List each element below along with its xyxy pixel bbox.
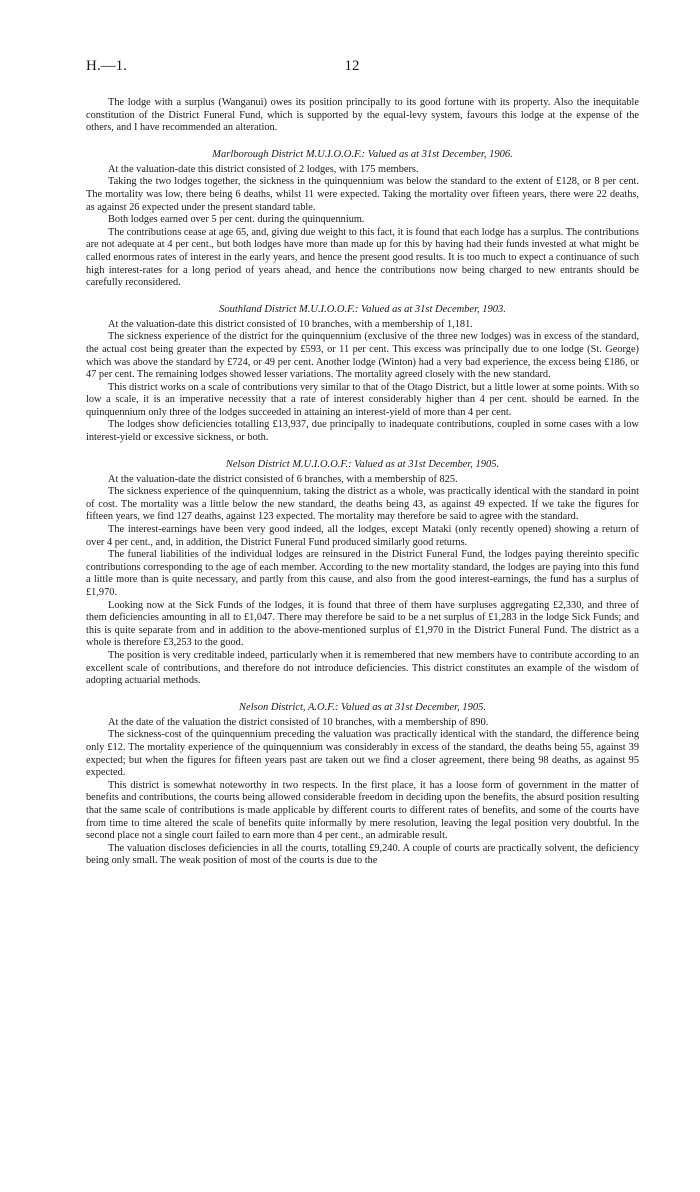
section-heading: Southland District M.U.I.O.O.F.: Valued as at 31st December, 1903. xyxy=(219,303,506,315)
section-heading: Nelson District, A.O.F.: Valued as at 31st December, 1905. xyxy=(239,701,486,713)
document-body xyxy=(86,97,639,868)
section-nelson-muioof xyxy=(86,458,639,688)
paragraph: The sickness-cost of the quinquennium preceding the valuation was practically identical with the standard, the difference being only £12. The mortality experience of the quinquennium was considerably in excess of the standard, the deaths being 55, against 39 expected; but when the figures for fifteen years past are taken out we find a closer agreement, there being 98 deaths, as against 95 expected. xyxy=(86,729,639,779)
section-nelson-aof xyxy=(86,701,639,868)
intro-paragraph: The lodge with a surplus (Wanganui) owes its position principally to its good fortune with its property. Also the inequitable constitution of the District Funeral Fund, which is supported by the equal-levy system, favours this lodge at the expense of the others, and I have recommended an alteration. xyxy=(86,97,639,134)
section-southland xyxy=(86,303,639,445)
paragraph: The valuation discloses deficiencies in all the courts, totalling £9,240. A couple of courts are practically solvent, the deficiency being only small. The weak position of most of the courts is due to the xyxy=(86,842,639,867)
page-header xyxy=(86,58,618,78)
paragraph: The lodges show deficiencies totalling £13,937, due principally to inadequate contributions, coupled in some cases with a low interest-yield or excessive sickness, or both. xyxy=(86,419,639,444)
paragraph: At the valuation-date this district consisted of 2 lodges, with 175 members. xyxy=(108,163,419,175)
section-heading: Marlborough District M.U.I.O.O.F.: Valued as at 31st December, 1906. xyxy=(212,148,513,160)
paragraph: Both lodges earned over 5 per cent. during the quinquennium. xyxy=(108,214,365,226)
paragraph: At the valuation-date this district consisted of 10 branches, with a membership of 1,181. xyxy=(108,318,473,330)
section-heading: Nelson District M.U.I.O.O.F.: Valued as at 31st December, 1905. xyxy=(225,458,500,470)
paragraph: At the date of the valuation the district consisted of 10 branches, with a membership of 890. xyxy=(108,716,489,728)
page-number: 12 xyxy=(344,58,360,74)
document-reference: H.—1. xyxy=(86,58,127,74)
section-marlborough xyxy=(86,148,639,290)
paragraph: The funeral liabilities of the individual lodges are reinsured in the District Funeral Fund, the lodges paying thereinto specific contributions corresponding to the age of each member. According to the new mortality standard, the lodges are paying into this fund a little more than is quite necessary, and partly from this cause, and also from the good interest-earnings, the fund has a surplus of £1,970. xyxy=(86,549,639,598)
paragraph: At the valuation-date the district consisted of 6 branches, with a membership of 825. xyxy=(108,473,458,485)
paragraph: The position is very creditable indeed, particularly when it is remembered that new members have to contribute according to an excellent scale of contributions, and therefore do not introduce deficiencies. This district constitutes an example of the wisdom of adopting actuarial methods. xyxy=(86,649,639,687)
paragraph: The sickness experience of the quinquennium, taking the district as a whole, was practically identical with the standard in point of cost. The mortality was a little below the new standard, the deaths being 43, as against 49 expected. If we take the figures for fifteen years, we find 127 deaths, against 123 expected. The mortality may therefore be said to agree with the standard. xyxy=(86,486,639,523)
paragraph: This district works on a scale of contributions very similar to that of the Otago District, but a little lower at some points. With so low a scale, it is an imperative necessity that a rate of interest considerably higher than 4 per cent. should be earned. In the quinquennium only three of the lodges succeeded in attaining an interest-yield of more than 4 per cent. xyxy=(86,381,639,418)
paragraph: This district is somewhat noteworthy in two respects. In the first place, it has a loose form of government in the matter of benefits and contributions, the courts being allowed considerable freedom in deciding upon the benefits, the absurd position resulting that the same scale of contributions is made applicable by different courts to different rates of benefits, and some of the courts have from time to time altered the scale of benefits quite informally by mere resolution, leaving the legal position very doubtful. In the second place not a single court failed to earn more than 4 per cent., an admirable result. xyxy=(86,779,639,842)
paragraph: The interest-earnings have been very good indeed, all the lodges, except Mataki (only recently opened) showing a return of over 4 per cent., and, in addition, the District Funeral Fund produced similarly good returns. xyxy=(86,524,639,548)
paragraph: Taking the two lodges together, the sickness in the quinquennium was below the standard to the extent of £128, or 8 per cent. The mortality was low, there being 6 deaths, whilst 11 were expected. Taking the mortality over fifteen years, there were 22 deaths, as against 26 expected under the present standard table. xyxy=(86,176,639,213)
paragraph: The sickness experience of the district for the quinquennium (exclusive of the three new lodges) was in excess of the standard, the actual cost being greater than the expected by £593, or 11 per cent. This excess was principally due to one lodge (St. George) which was above the standard by £724, or 49 per cent. Another lodge (Winton) had a very bad experience, the excess being £186, or 47 per cent. The remaining lodges showed lesser variations. The mortality agreed closely with the new standard. xyxy=(86,331,639,381)
paragraph: Looking now at the Sick Funds of the lodges, it is found that three of them have surpluses aggregating £2,330, and three of them deficiencies amounting in all to £1,047. There may therefore be said to be a net surplus of £1,283 in the lodge Sick Funds; and this is quite separate from and in addition to the above-mentioned surplus of £1,970 in the District Funeral Fund. The district as a whole is therefore £3,253 to the good. xyxy=(86,599,639,649)
paragraph: The contributions cease at age 65, and, giving due weight to this fact, it is found that each lodge has a surplus. The contributions are not adequate at 4 per cent., but both lodges have more than made up for this by having had their funds invested at what might be called enormous rates of interest in the early years, and hence the present good results. It is too much to expect a continuance of such high interest-rates for a long period of years ahead, and hence the contributions now being charged to new entrants should be carefully reconsidered. xyxy=(86,226,639,289)
